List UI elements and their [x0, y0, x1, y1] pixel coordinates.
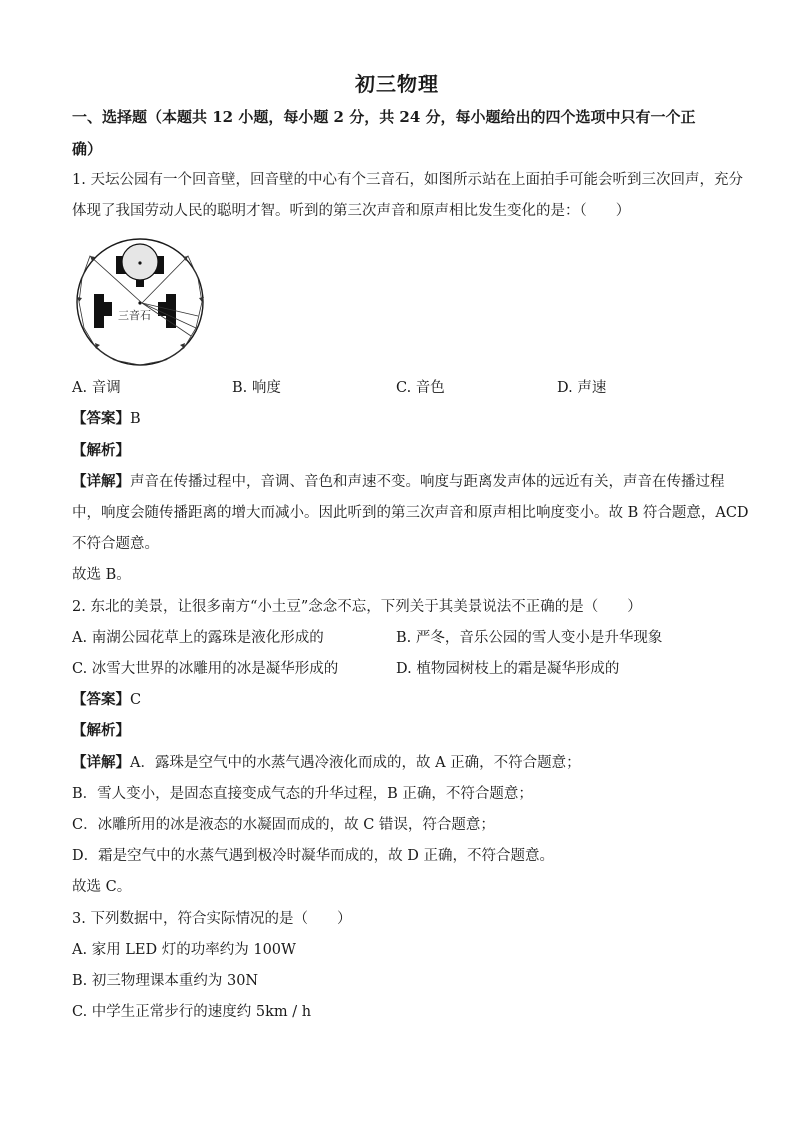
q1-stem-line1: 1. 天坛公园有一个回音壁，回音壁的中心有个三音石，如图所示站在上面拍手可能会听到三次回声，充分	[72, 172, 743, 188]
q2-detail-c: C．冰雕所用的冰是液态的水凝固而成的，故 C 错误，符合题意；	[72, 817, 495, 833]
q2-option-d: D. 植物园树枝上的霜是凝华形成的	[396, 661, 620, 677]
q1-detail-text1: 声音在传播过程中，音调、音色和声速不变。响度与距离发声体的远近有关，声音在传播过程	[130, 474, 725, 490]
q1-option-c: C. 音色	[396, 380, 445, 396]
q2-stem: 2. 东北的美景，让很多南方“小土豆”念念不忘，下列关于其美景说法不正确的是（ ）	[72, 599, 642, 615]
echo-wall-figure	[70, 236, 214, 366]
q2-analysis-label: 【解析】	[72, 722, 130, 739]
q3-option-b: B. 初三物理课本重约为 30N	[72, 973, 259, 989]
q2-detail-tag: 【详解】	[72, 754, 130, 771]
q1-conclusion: 故选 B。	[72, 567, 131, 583]
q1-answer-tag: 【答案】	[72, 410, 130, 427]
page-title: 初三物理	[355, 72, 439, 96]
q2-option-b: B. 严冬，音乐公园的雪人变小是升华现象	[396, 630, 663, 646]
q1-analysis-label: 【解析】	[72, 442, 130, 459]
section-heading-line2: 确）	[72, 140, 103, 158]
q1-detail-line2: 中，响度会随传播距离的增大而减小。因此听到的第三次声音和原声相比响度变小。故 B 符合题意，ACD	[72, 505, 749, 521]
q1-option-d: D. 声速	[557, 380, 607, 396]
q3-option-c: C. 中学生正常步行的速度约 5km / h	[72, 1004, 312, 1020]
q1-detail-line3: 不符合题意。	[72, 536, 159, 552]
q2-detail-d: D．霜是空气中的水蒸气遇到极冷时凝华而成的，故 D 正确，不符合题意。	[72, 848, 554, 864]
q2-answer	[72, 690, 732, 710]
q2-answer-value: C	[130, 692, 142, 708]
q2-detail-b: B．雪人变小，是固态直接变成气态的升华过程，B 正确，不符合题意；	[72, 786, 533, 802]
q1-detail-line1	[72, 472, 732, 492]
hall-step	[136, 280, 144, 287]
right-pavilion	[158, 294, 176, 328]
figure-label: 三音石	[118, 309, 151, 322]
q1-analysis-tag	[72, 441, 732, 461]
q1-option-a: A. 音调	[72, 380, 121, 396]
section-heading-line1: 一、选择题（本题共 12 小题，每小题 2 分，共 24 分，每小题给出的四个选项中只有一个正	[72, 108, 696, 126]
q1-option-b: B. 响度	[232, 380, 281, 396]
q2-answer-tag: 【答案】	[72, 691, 130, 708]
q2-option-a: A. 南湖公园花草上的露珠是液化形成的	[72, 630, 324, 646]
q3-stem: 3. 下列数据中，符合实际情况的是（ ）	[72, 911, 352, 927]
q1-detail-tag: 【详解】	[72, 473, 130, 490]
q1-stem-line2: 体现了我国劳动人民的聪明才智。听到的第三次声音和原声相比发生变化的是：（ ）	[72, 203, 631, 219]
q2-option-c: C. 冰雪大世界的冰雕用的冰是凝华形成的	[72, 661, 339, 677]
q2-detail-a-text: A．露珠是空气中的水蒸气遇冷液化而成的，故 A 正确，不符合题意；	[130, 755, 581, 771]
q1-answer	[72, 409, 732, 429]
q2-analysis-tag	[72, 721, 732, 741]
q2-detail-a	[72, 753, 732, 773]
q3-option-a: A. 家用 LED 灯的功率约为 100W	[72, 942, 296, 958]
q1-answer-value: B	[130, 411, 141, 427]
q2-conclusion: 故选 C。	[72, 879, 132, 895]
left-pavilion	[94, 294, 112, 328]
hall-center-dot	[138, 261, 141, 264]
